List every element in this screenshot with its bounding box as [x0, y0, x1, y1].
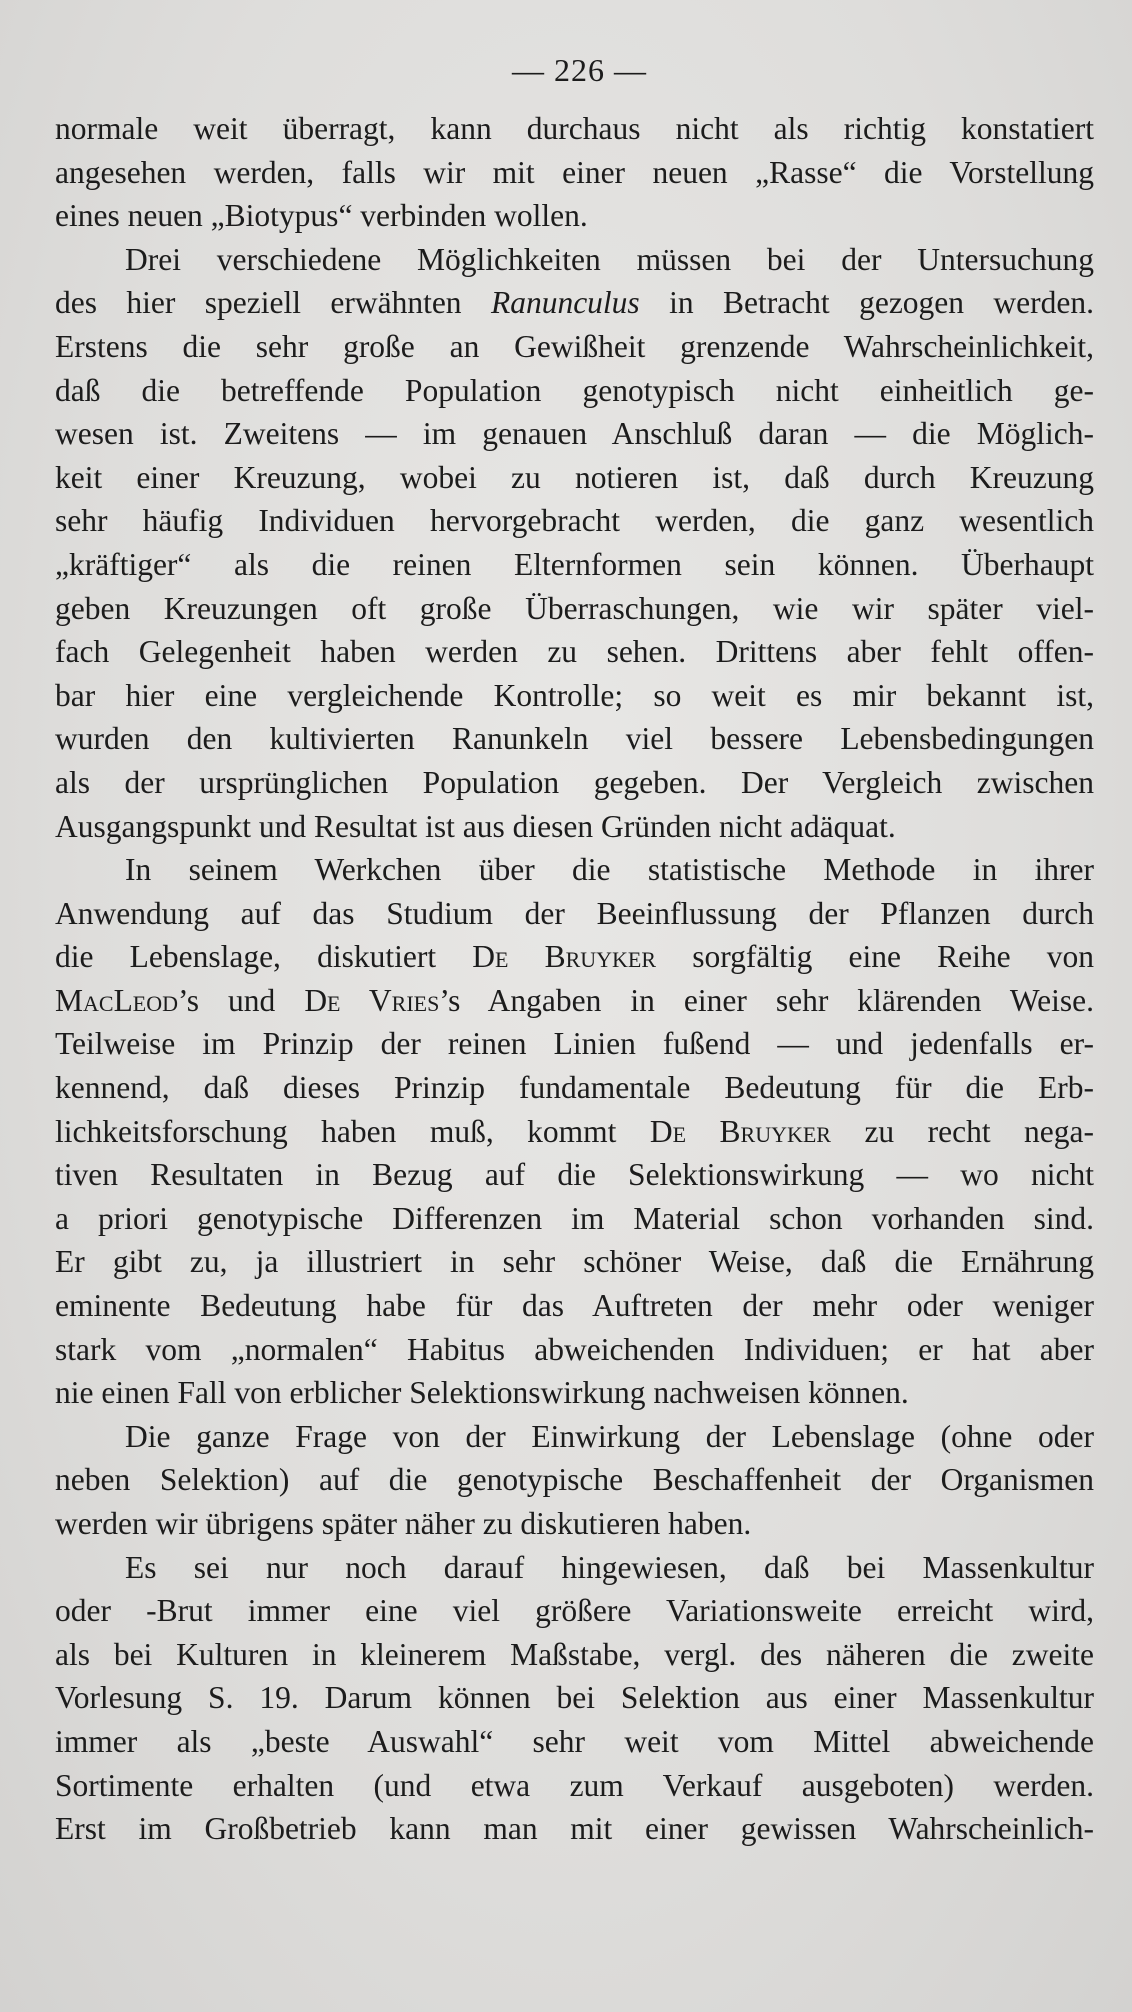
text-line: bar hier eine vergleichende Kontrolle; so weit es mir bekannt ist, [55, 677, 1094, 713]
paragraph [55, 848, 1094, 1415]
text-line: „kräftiger“ als die reinen Elternformen sein können. Überhaupt [55, 546, 1094, 582]
text-line: als der ursprünglichen Population gegeben. Der Vergleich zwischen [55, 764, 1094, 800]
body-text [55, 107, 1094, 1851]
text-line: Erst im Großbetrieb kann man mit einer gewissen Wahrscheinlich- [55, 1811, 1094, 1847]
text-line: a priori genotypische Differenzen im Material schon vorhanden sind. [55, 1200, 1094, 1236]
paragraph [55, 1546, 1094, 1851]
text-line: Es sei nur noch darauf hingewiesen, daß bei Massenkultur [125, 1549, 1094, 1585]
text-line: Vorlesung S. 19. Darum können bei Selektion aus einer Massenkultur [55, 1680, 1094, 1716]
text-line: neben Selektion) auf die genotypische Beschaffenheit der Organismen [55, 1462, 1094, 1498]
text-line: die Lebenslage, diskutiert De Bruyker sorgfältig eine Reihe von [55, 939, 1094, 975]
text-line: nie einen Fall von erblicher Selektionswirkung nachweisen können. [55, 1375, 909, 1411]
text-line: tiven Resultaten in Bezug auf die Selektionswirkung — wo nicht [55, 1157, 1094, 1193]
text-line: geben Kreuzungen oft große Überraschungen, wie wir später viel- [55, 590, 1094, 626]
paragraph [55, 1415, 1094, 1546]
text-line: angesehen werden, falls wir mit einer neuen „Rasse“ die Vorstellung [55, 154, 1094, 190]
text-line: keit einer Kreuzung, wobei zu notieren ist, daß durch Kreuzung [55, 459, 1094, 495]
text-line: wurden den kultivierten Ranunkeln viel bessere Lebensbedingungen [55, 721, 1094, 757]
text-line: fach Gelegenheit haben werden zu sehen. Drittens aber fehlt offen- [55, 634, 1094, 670]
text-line: wesen ist. Zweitens — im genauen Anschluß daran — die Möglich- [55, 416, 1094, 452]
text-line: Ausgangspunkt und Resultat ist aus diesen Gründen nicht adäquat. [55, 808, 896, 844]
text-line: sehr häufig Individuen hervorgebracht werden, die ganz wesentlich [55, 503, 1094, 539]
text-line: Erstens die sehr große an Gewißheit grenzende Wahrscheinlichkeit, [55, 328, 1094, 364]
text-line: des hier speziell erwähnten Ranunculus in Betracht gezogen werden. [55, 285, 1094, 321]
text-line: eines neuen „Biotypus“ verbinden wollen. [55, 198, 588, 234]
text-line: kennend, daß dieses Prinzip fundamentale Bedeutung für die Erb- [55, 1070, 1094, 1106]
text-line: Teilweise im Prinzip der reinen Linien fußend — und jedenfalls er- [55, 1026, 1094, 1062]
text-line: In seinem Werkchen über die statistische Methode in ihrer [125, 852, 1094, 888]
text-line: MacLeod’s und De Vries’s Angaben in einer sehr klärenden Weise. [55, 982, 1094, 1018]
text-line: stark vom „normalen“ Habitus abweichenden Individuen; er hat aber [55, 1331, 1094, 1367]
text-line: eminente Bedeutung habe für das Auftreten der mehr oder weniger [55, 1288, 1094, 1324]
text-line: lichkeitsforschung haben muß, kommt De Bruyker zu recht nega- [55, 1113, 1094, 1149]
text-line: Drei verschiedene Möglichkeiten müssen bei der Untersuchung [125, 241, 1094, 277]
text-line: normale weit überragt, kann durchaus nicht als richtig konstatiert [55, 111, 1094, 146]
text-line: werden wir übrigens später näher zu diskutieren haben. [55, 1506, 752, 1541]
text-line: Anwendung auf das Studium der Beeinflussung der Pflanzen durch [55, 895, 1094, 931]
paragraph [55, 238, 1094, 848]
text-line: Er gibt zu, ja illustriert in sehr schöner Weise, daß die Ernährung [55, 1244, 1094, 1280]
paragraph [55, 107, 1094, 238]
text-line: immer als „beste Auswahl“ sehr weit vom Mittel abweichende [55, 1723, 1094, 1759]
text-line: daß die betreffende Population genotypisch nicht einheitlich ge- [55, 372, 1094, 408]
text-line: oder -Brut immer eine viel größere Variationsweite erreicht wird, [55, 1593, 1094, 1629]
text-line: Sortimente erhalten (und etwa zum Verkauf ausgeboten) werden. [55, 1767, 1094, 1803]
page-number: — 226 — [512, 52, 647, 88]
text-line: als bei Kulturen in kleinerem Maßstabe, vergl. des näheren die zweite [55, 1636, 1094, 1672]
text-line: Die ganze Frage von der Einwirkung der Lebenslage (ohne oder [125, 1418, 1094, 1454]
